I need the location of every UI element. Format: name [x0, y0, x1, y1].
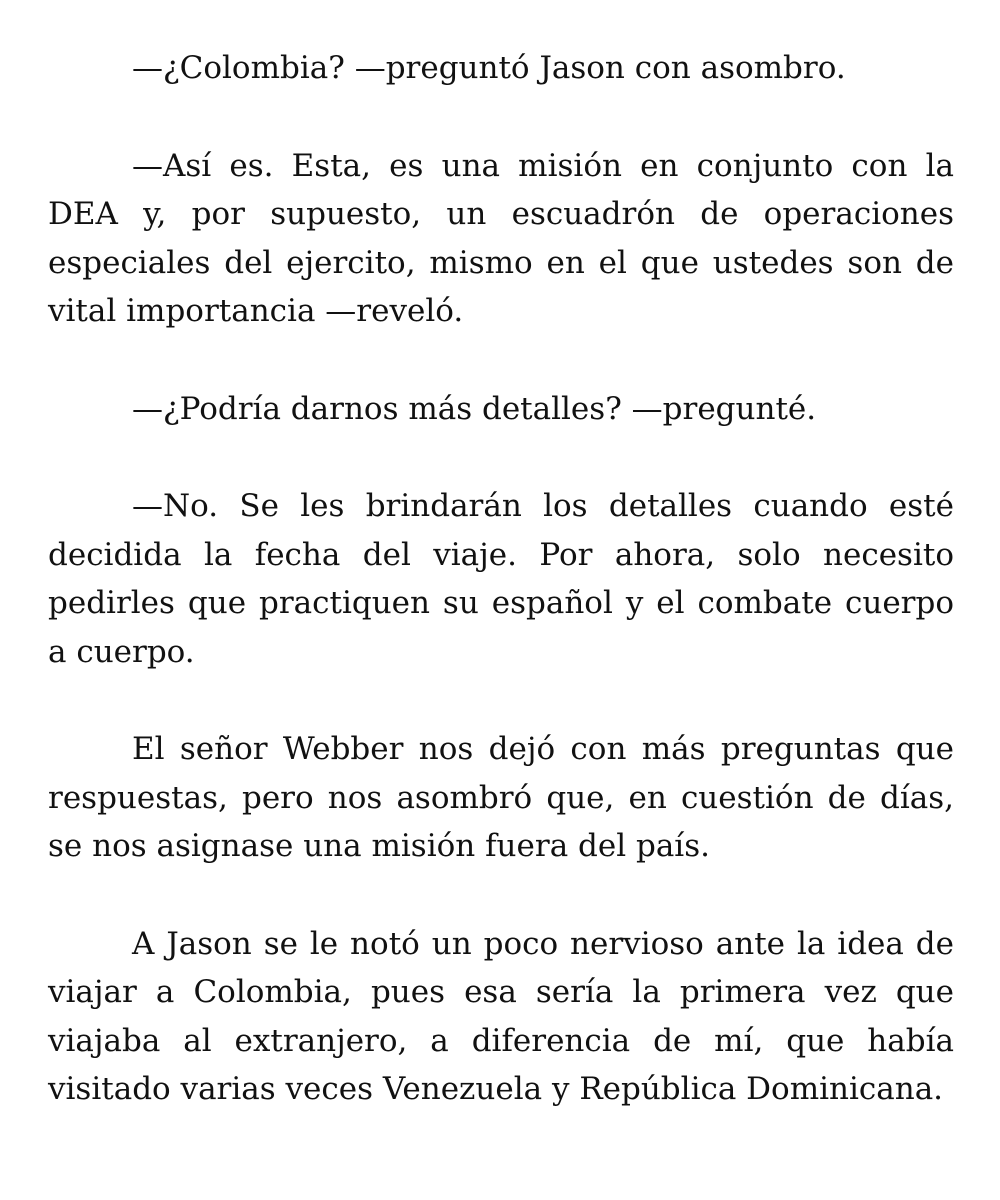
paragraph-mission-dea: —Así es. Esta, es una misión en conjunto con la DEA y, por supuesto, un escuadrón de operaciones especiales del ejercito, mismo en el que ustedes son de vital importancia —reveló. [48, 147, 954, 329]
paragraph-webber: El señor Webber nos dejó con más preguntas que respuestas, pero nos asombró que, en cuestión de días, se nos asignase una misión fuera del país. [48, 731, 954, 864]
book-page [48, 44, 954, 1114]
paragraph-jason-nervous: A Jason se le notó un poco nervioso ante la idea de viajar a Colombia, pues esa sería la primera vez que viajaba al extranjero, a diferencia de mí, que había visitado varias veces Venezuela y República Dominicana. [48, 925, 954, 1107]
paragraph-dialogue-no-details: —No. Se les brindarán los detalles cuando esté decidida la fecha del viaje. Por ahora, solo necesito pedirles que practiquen su español y el combate cuerpo a cuerpo. [48, 488, 954, 670]
paragraph-dialogue-colombia: —¿Colombia? —preguntó Jason con asombro. [132, 50, 846, 86]
paragraph-dialogue-details: —¿Podría darnos más detalles? —pregunté. [132, 390, 817, 427]
